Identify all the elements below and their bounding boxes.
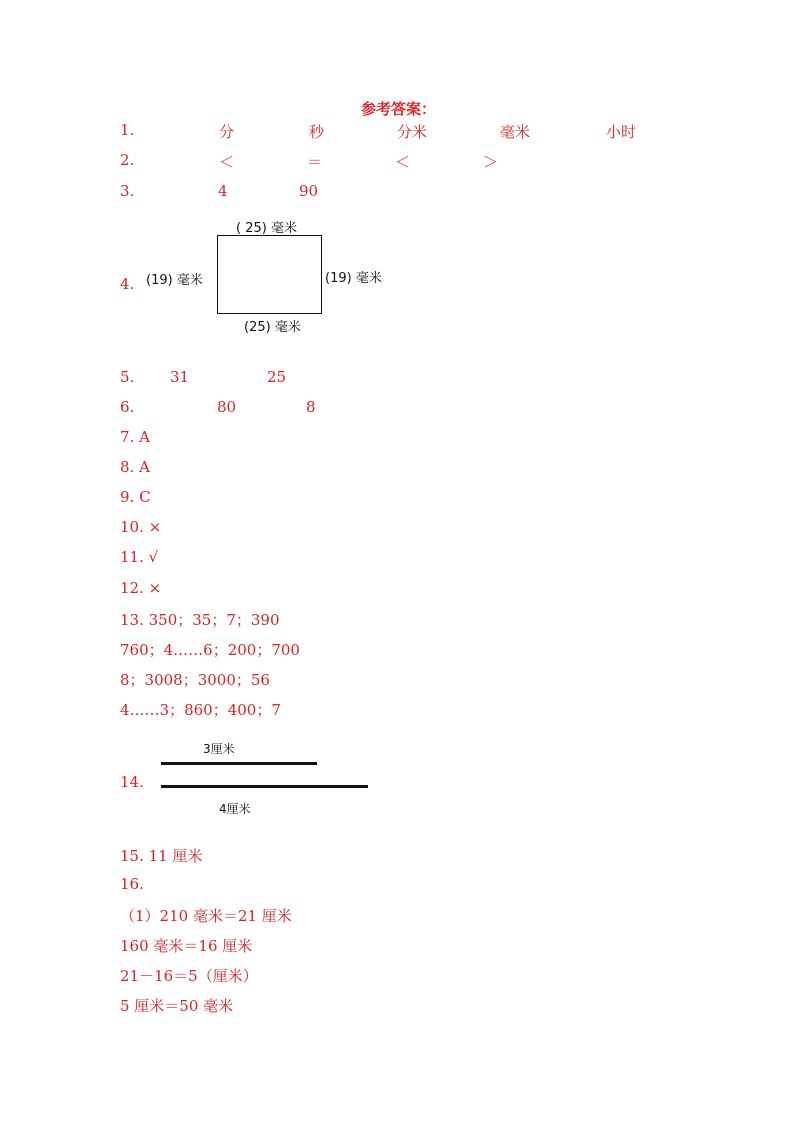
q15-line: 15. 11 厘米 — [120, 847, 203, 865]
q2-number: 2. — [120, 151, 135, 169]
line-3cm-label: 3厘米 — [203, 742, 235, 756]
q2-answer-1: ＜ — [219, 153, 235, 171]
q1-answer-1: 分 — [219, 123, 235, 141]
q2-answer-3: ＜ — [395, 153, 411, 171]
q16-line-4: 5 厘米＝50 毫米 — [120, 997, 234, 1015]
q5-answer-2: 25 — [267, 368, 287, 386]
q2-answer-2: ＝ — [307, 153, 323, 171]
q1-answer-3: 分米 — [397, 123, 428, 141]
q12-line: 12. × — [120, 579, 162, 597]
q9-line: 9. C — [120, 488, 151, 506]
q7-line: 7. A — [120, 428, 150, 446]
rect-top-label: ( 25) 毫米 — [236, 221, 297, 236]
q3-number: 3. — [120, 182, 135, 200]
q6-number: 6. — [120, 398, 135, 416]
q1-answer-5: 小时 — [606, 123, 637, 141]
q6-answer-2: 8 — [306, 398, 316, 416]
line-4cm — [161, 785, 368, 788]
q11-line: 11. √ — [120, 548, 159, 566]
q16-line-3: 21－16＝5（厘米） — [120, 967, 258, 985]
q3-answer-2: 90 — [299, 182, 319, 200]
q13-line-1: 13. 350；35；7；390 — [120, 611, 280, 629]
rect-bottom-label: (25) 毫米 — [244, 320, 301, 335]
q1-number: 1. — [120, 121, 135, 139]
q16-line-1: （1）210 毫米＝21 厘米 — [120, 907, 292, 925]
q16-number: 16. — [120, 875, 144, 893]
q2-answer-4: ＞ — [483, 153, 499, 171]
page-title: 参考答案： — [361, 100, 437, 118]
q13-line-4: 4……3；860；400；7 — [120, 701, 281, 719]
line-4cm-label: 4厘米 — [219, 802, 251, 816]
q3-answer-1: 4 — [218, 182, 228, 200]
q13-line-3: 8；3008；3000；56 — [120, 671, 270, 689]
q5-number: 5. — [120, 368, 135, 386]
rect-right-label: (19) 毫米 — [325, 271, 382, 286]
q1-answer-4: 毫米 — [500, 123, 531, 141]
q13-line-2: 760；4……6；200；700 — [120, 641, 300, 659]
q14-number: 14. — [120, 773, 144, 791]
q5-answer-1: 31 — [170, 368, 190, 386]
q10-line: 10. × — [120, 518, 162, 536]
q8-line: 8. A — [120, 458, 150, 476]
q4-number: 4. — [120, 275, 135, 293]
rectangle-shape — [217, 235, 322, 314]
rect-left-label: (19) 毫米 — [146, 273, 203, 288]
q6-answer-1: 80 — [217, 398, 237, 416]
line-3cm — [161, 762, 317, 765]
q1-answer-2: 秒 — [309, 123, 325, 141]
q16-line-2: 160 毫米＝16 厘米 — [120, 937, 253, 955]
